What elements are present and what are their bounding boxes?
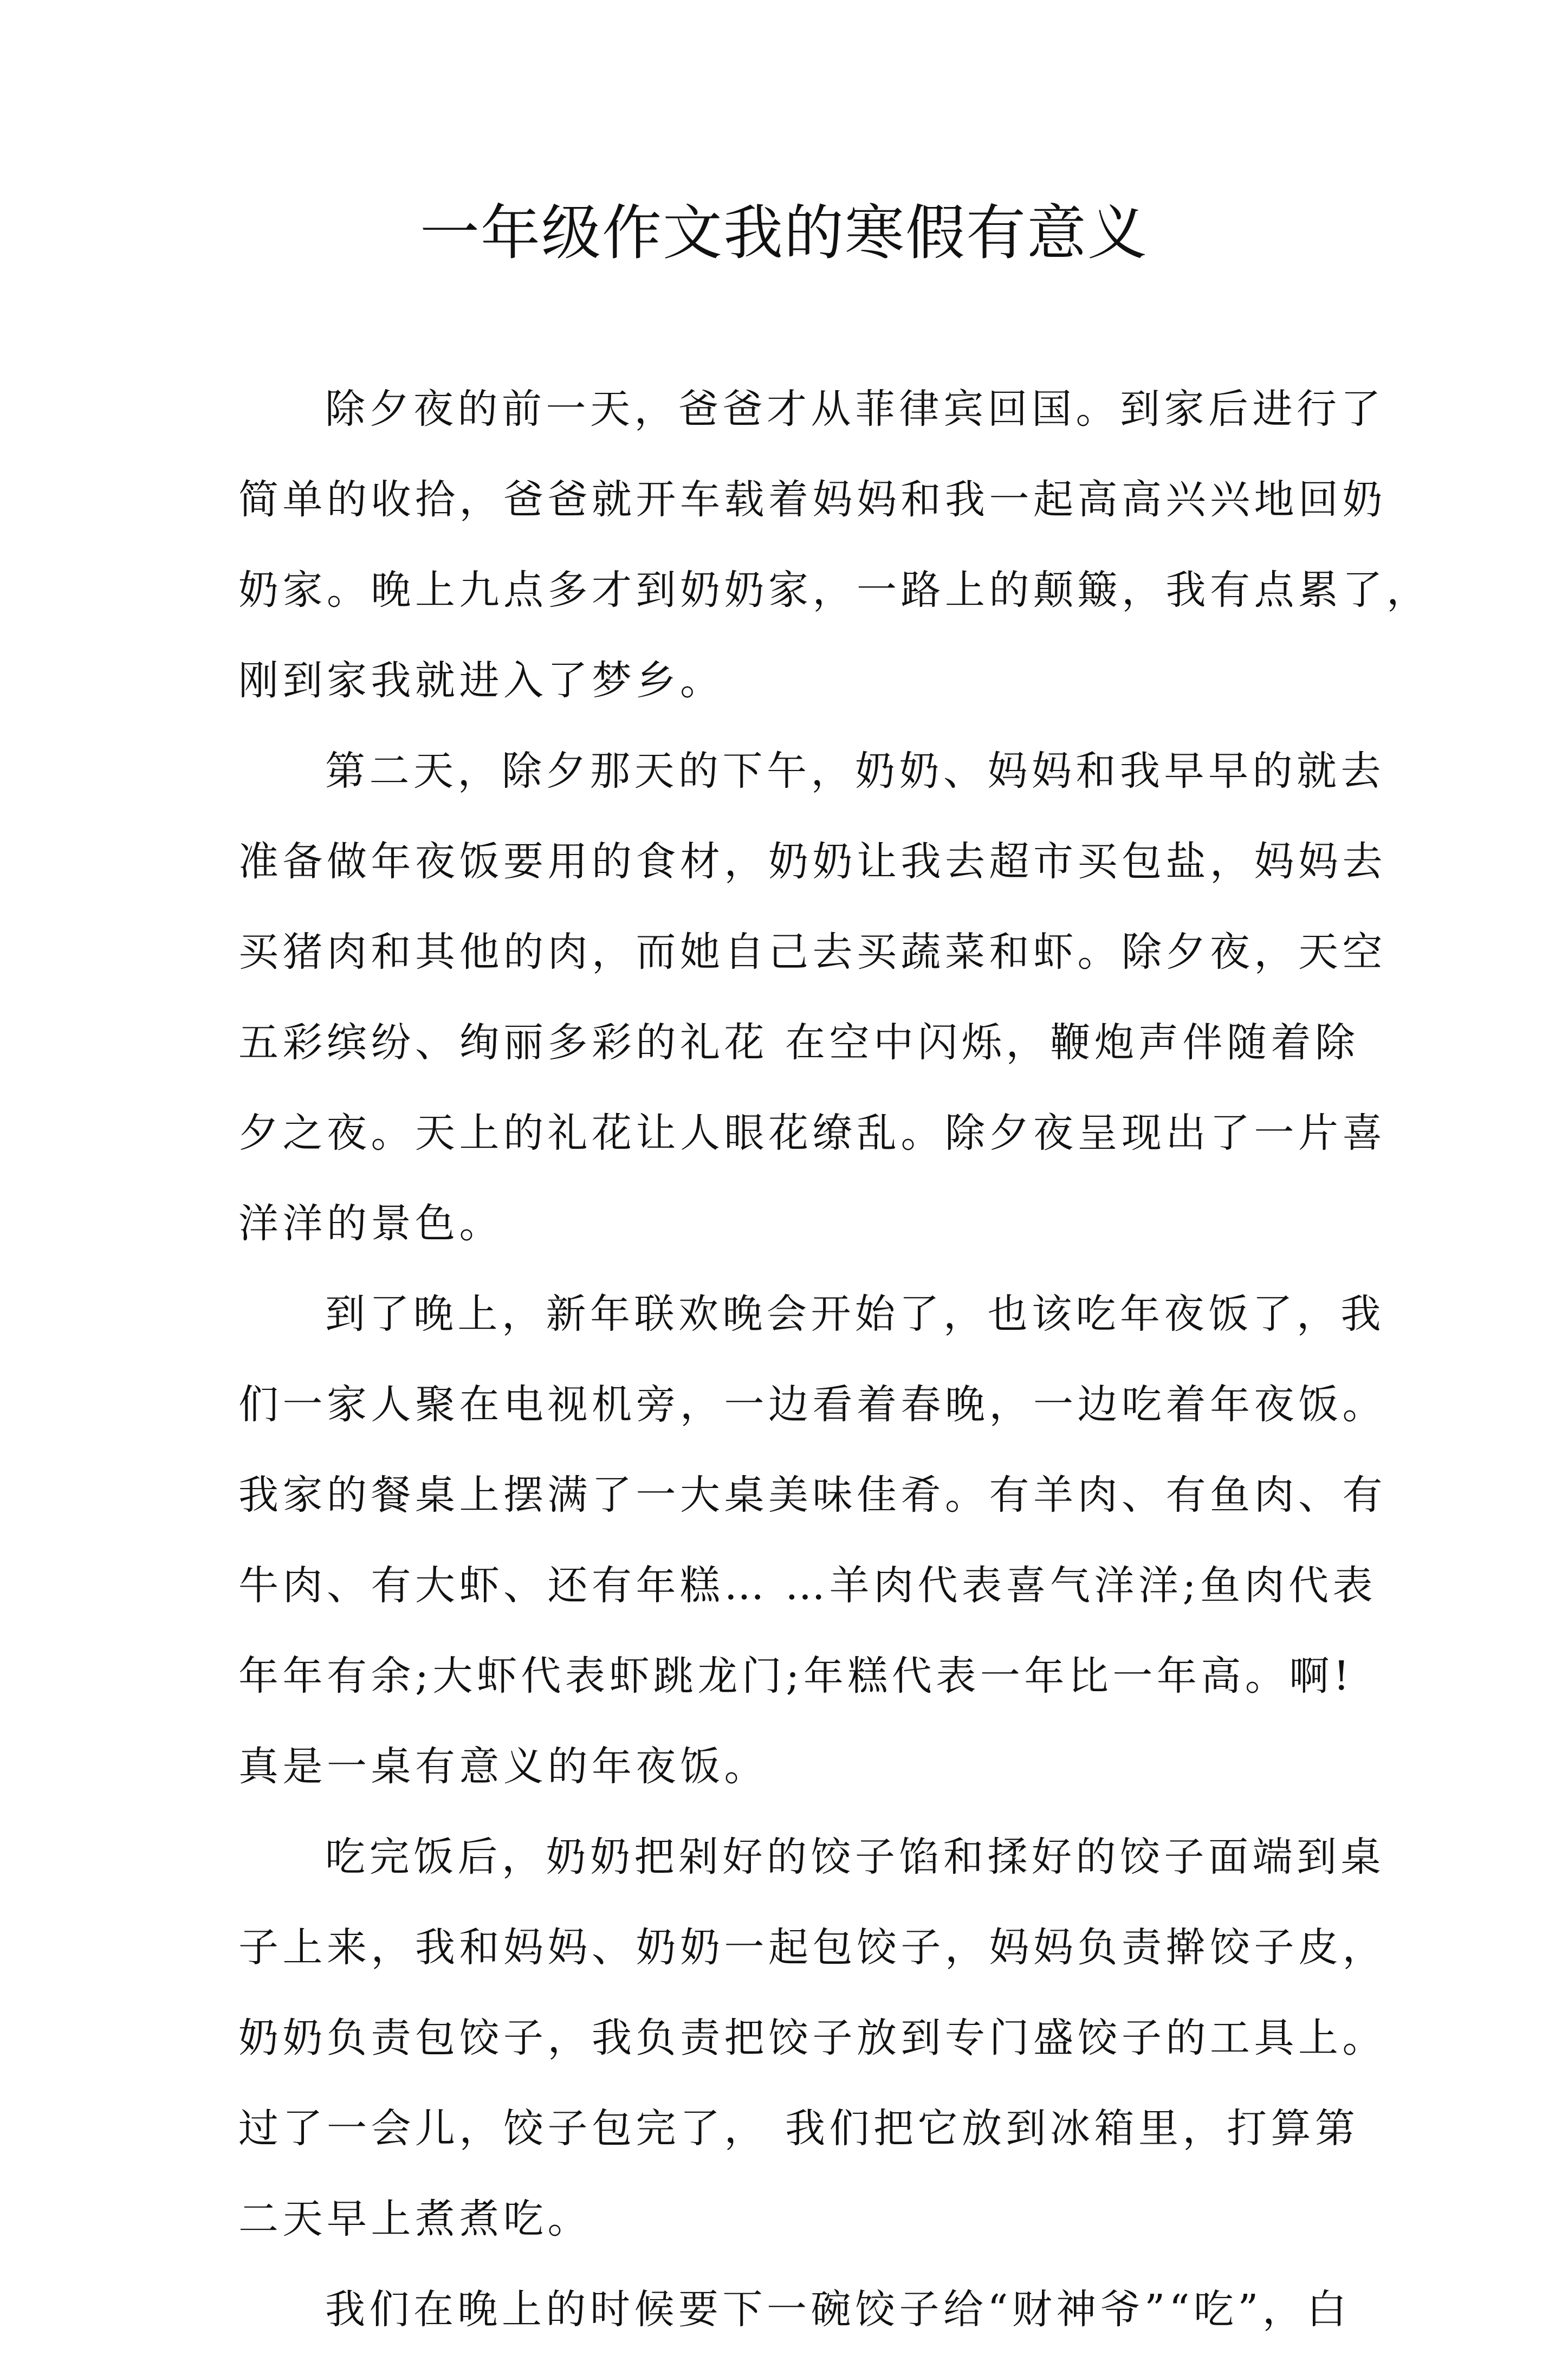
paragraph-1-line-3: 奶家。晚上九点多才到奶奶家，一路上的颠簸，我有点累了， [238,567,1431,613]
paragraph-2-line-2: 准备做年夜饭要用的食材，奶奶让我去超市买包盐，妈妈去 [238,838,1386,885]
paragraph-1-line-1: 除夕夜的前一天，爸爸才从菲律宾回国。到家后进行了 [325,386,1385,432]
document-body [238,364,1431,2355]
paragraph-1-line-4: 刚到家我就进入了梦乡。 [238,657,724,704]
paragraph-2-line-3: 买猪肉和其他的肉，而她自己去买蔬菜和虾。除夕夜，天空 [238,929,1386,975]
paragraph-1-line-2: 简单的收拾，爸爸就开车载着妈妈和我一起高高兴兴地回奶 [238,476,1386,523]
paragraph-3-line-2: 们一家人聚在电视机旁，一边看着春晚，一边吃着年夜饭。 [238,1381,1386,1428]
paragraph-3-line-1: 到了晚上，新年联欢晚会开始了，也该吃年夜饭了，我 [325,1291,1385,1337]
paragraph-4-line-1: 吃完饭后，奶奶把剁好的饺子馅和揉好的饺子面端到桌 [325,1834,1385,1880]
paragraph-2-line-6: 洋洋的景色。 [238,1200,503,1247]
paragraph-4-line-3: 奶奶负责包饺子，我负责把饺子放到专门盛饺子的工具上。 [238,2015,1386,2061]
paragraph-3-line-4: 牛肉、有大虾、还有年糕… …羊肉代表喜气洋洋;鱼肉代表 [238,1562,1377,1609]
paragraph-2-line-1: 第二天，除夕那天的下午，奶奶、妈妈和我早早的就去 [325,748,1385,794]
paragraph-4-line-2: 子上来，我和妈妈、奶奶一起包饺子，妈妈负责擀饺子皮， [238,1924,1386,1971]
document-title: 一年级作文我的寒假有意义 [420,198,1148,268]
paragraph-3-line-6: 真是一桌有意义的年夜饭。 [238,1743,768,1790]
paragraph-5-line-1: 我们在晚上的时候要下一碗饺子给“财神爷”“吃”，白 [325,2286,1351,2333]
paragraph-4-line-4: 过了一会儿，饺子包完了， 我们把它放到冰箱里，打算第 [238,2105,1359,2152]
paragraph-3-line-5: 年年有余;大虾代表虾跳龙门;年糕代表一年比一年高。啊! [238,1653,1354,1699]
paragraph-4-line-5: 二天早上煮煮吃。 [238,2196,592,2242]
paragraph-2-line-4: 五彩缤纷、绚丽多彩的礼花 在空中闪烁，鞭炮声伴随着除 [238,1019,1359,1066]
paragraph-3-line-3: 我家的餐桌上摆满了一大桌美味佳肴。有羊肉、有鱼肉、有 [238,1472,1386,1518]
paragraph-2-line-5: 夕之夜。天上的礼花让人眼花缭乱。除夕夜呈现出了一片喜 [238,1110,1386,1156]
